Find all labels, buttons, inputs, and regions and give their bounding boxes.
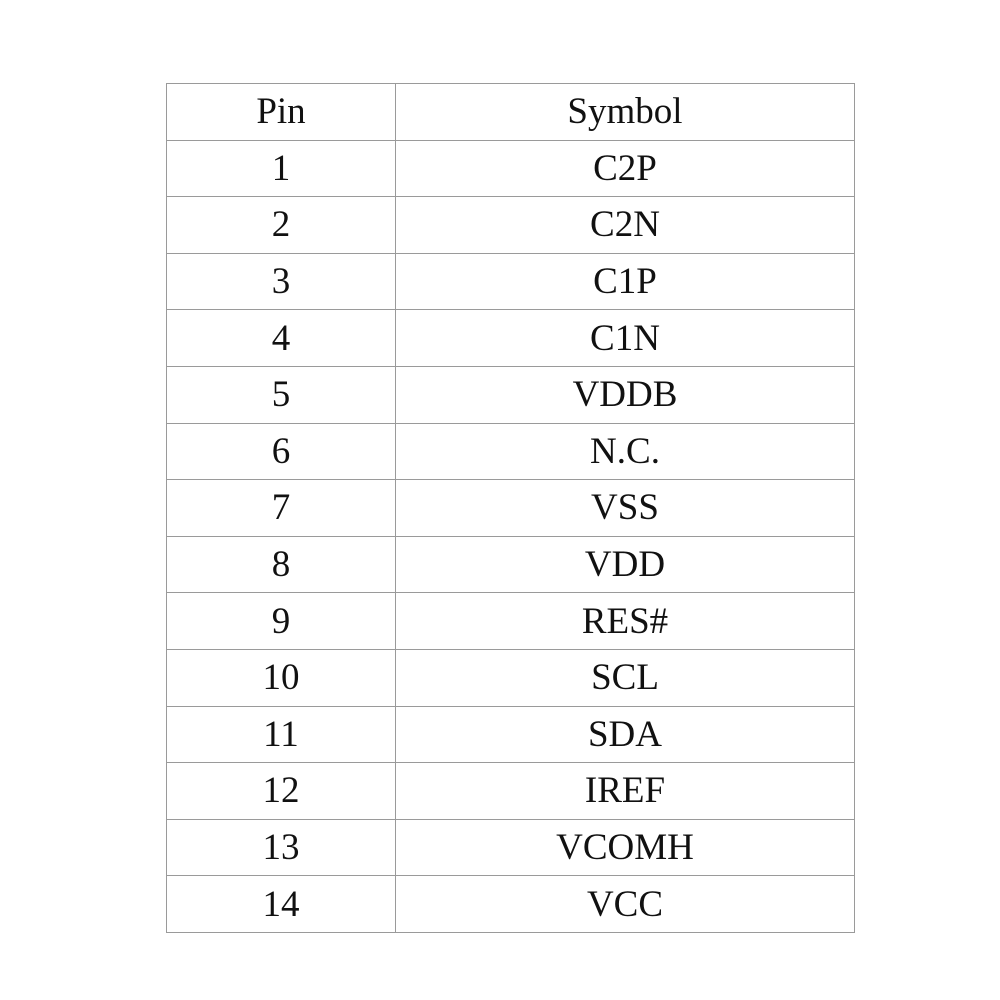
pin-symbol-cell: VSS — [396, 480, 855, 537]
pin-number-cell: 7 — [167, 480, 396, 537]
pin-symbol-cell: N.C. — [396, 423, 855, 480]
pin-symbol-cell: IREF — [396, 763, 855, 820]
pin-symbol-cell: VCOMH — [396, 819, 855, 876]
pin-number-cell: 11 — [167, 706, 396, 763]
pin-symbol-cell: VCC — [396, 876, 855, 933]
pin-symbol-cell: C1P — [396, 253, 855, 310]
table-row — [167, 763, 855, 820]
pin-symbol-cell: C2P — [396, 140, 855, 197]
table-body — [167, 140, 855, 932]
pin-symbol-cell: VDD — [396, 536, 855, 593]
pin-number-cell: 14 — [167, 876, 396, 933]
pin-number-cell: 5 — [167, 366, 396, 423]
header-pin: Pin — [167, 84, 396, 141]
pin-symbol-cell: RES# — [396, 593, 855, 650]
pin-number-cell: 1 — [167, 140, 396, 197]
pin-number-cell: 12 — [167, 763, 396, 820]
pin-number-cell: 9 — [167, 593, 396, 650]
table-row — [167, 253, 855, 310]
pin-number-cell: 2 — [167, 197, 396, 254]
table-row — [167, 310, 855, 367]
pin-number-cell: 13 — [167, 819, 396, 876]
pin-number-cell: 8 — [167, 536, 396, 593]
pin-symbol-cell: C1N — [396, 310, 855, 367]
table-row — [167, 197, 855, 254]
pin-number-cell: 3 — [167, 253, 396, 310]
pin-number-cell: 6 — [167, 423, 396, 480]
pin-table — [166, 83, 855, 933]
table-row — [167, 819, 855, 876]
table-row — [167, 536, 855, 593]
pin-symbol-cell: SCL — [396, 649, 855, 706]
pin-number-cell: 10 — [167, 649, 396, 706]
table-row — [167, 593, 855, 650]
table-row — [167, 480, 855, 537]
table-header-row — [167, 84, 855, 141]
table-row — [167, 649, 855, 706]
pin-symbol-cell: VDDB — [396, 366, 855, 423]
pin-symbol-cell: SDA — [396, 706, 855, 763]
table-row — [167, 140, 855, 197]
table-row — [167, 366, 855, 423]
table-row — [167, 423, 855, 480]
header-symbol: Symbol — [396, 84, 855, 141]
pin-symbol-cell: C2N — [396, 197, 855, 254]
table-row — [167, 876, 855, 933]
table-row — [167, 706, 855, 763]
pin-number-cell: 4 — [167, 310, 396, 367]
